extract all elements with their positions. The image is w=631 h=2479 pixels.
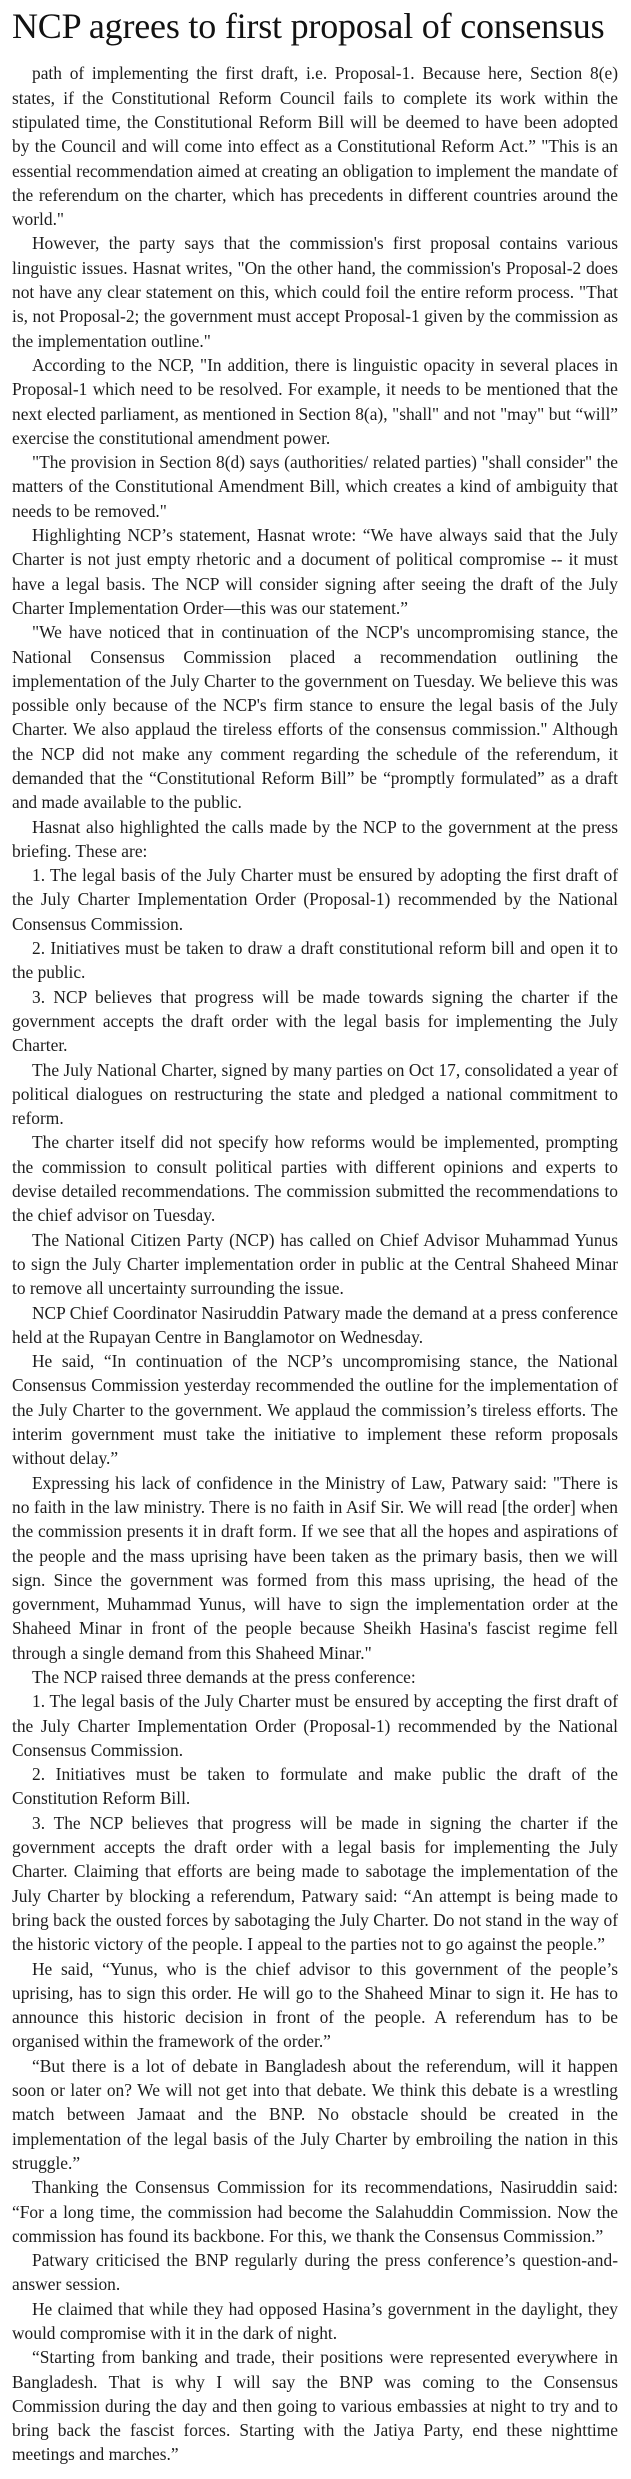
article-paragraph: He said, “In continuation of the NCP’s uncompromising stance, the National Consensus Commission yesterday recommended the outline for the implementation of the July Charter to the government. We applaud the commission’s tireless efforts. The interim government must take the initiative to implement these reform proposals without delay.” (12, 1351, 618, 1469)
article-paragraph: However, the party says that the commission's first proposal contains various linguistic issues. Hasnat writes, "On the other hand, the commission's Proposal-2 does not have any clear statement on this, which could foil the entire reform process. "That is, not Proposal-2; the government must accept Proposal-1 given by the commission as the implementation outline." (12, 233, 618, 351)
article-paragraph: The charter itself did not specify how reforms would be implemented, prompting the commission to consult political parties with different opinions and experts to devise detailed recommendations. The commission submitted the recommendations to the chief advisor on Tuesday. (12, 1132, 618, 1226)
article-paragraph: "The provision in Section 8(d) says (authorities/ related parties) "shall consider" the matters of the Constitutional Amendment Bill, which creates a kind of ambiguity that needs to be removed." (12, 452, 618, 521)
article-paragraph: “Starting from banking and trade, their positions were represented everywhere in Bangladesh. That is why I will say the BNP was coming to the Consensus Commission during the day and then going to various embassies at night to try and to bring back the fascist forces. Starting with the Jatiya Party, end these nighttime meetings and marches.” (12, 2347, 618, 2465)
article-paragraph: According to the NCP, "In addition, there is linguistic opacity in several places in Proposal-1 which need to be resolved. For example, it needs to be mentioned that the next elected parliament, as mentioned in Section 8(a), "shall" and not "may" but “will” exercise the constitutional amendment power. (12, 354, 618, 448)
article-body (12, 61, 618, 2466)
article-paragraph: The July National Charter, signed by many parties on Oct 17, consolidated a year of political dialogues on restructuring the state and pledged a national commitment to reform. (12, 1059, 618, 1129)
article-paragraph: path of implementing the first draft, i.e. Proposal-1. Because here, Section 8(e) states, if the Constitutional Reform Council fails to complete its work within the stipulated time, the Constitutional Reform Bill will be deemed to have been adopted by the Council and will come into effect as a Constitutional Reform Act.” "This is an essential recommendation aimed at creating an obligation to implement the mandate of the referendum on the charter, which has precedents in different countries around the world." (12, 63, 618, 230)
article-paragraph: Thanking the Consensus Commission for its recommendations, Nasiruddin said: “For a long time, the commission had become the Salahuddin Commission. Now the commission has found its backbone. For this, we thank the Consensus Commission.” (12, 2177, 618, 2246)
article-paragraph: Highlighting NCP’s statement, Hasnat wrote: “We have always said that the July Charter is not just empty rhetoric and a document of political compromise -- it must have a legal basis. The NCP will consider signing after seeing the draft of the July Charter Implementation Order—this was our statement.” (12, 525, 618, 618)
article-paragraph: He said, “Yunus, who is the chief advisor to this government of the people’s uprising, has to sign this order. He will go to the Shaheed Minar to sign it. He has to announce this historic decision in front of the people. A referendum has to be organised within the framework of the order.” (12, 1958, 618, 2052)
article-paragraph: 2. Initiatives must be taken to draw a draft constitutional reform bill and open it to the public. (12, 938, 618, 983)
article-paragraph: The National Citizen Party (NCP) has called on Chief Advisor Muhammad Yunus to sign the July Charter implementation order in public at the Central Shaheed Minar to remove all uncertainty surrounding the issue. (12, 1229, 618, 1299)
article-paragraph: 2. Initiatives must be taken to formulate and make public the draft of the Constitution Reform Bill. (12, 1764, 618, 1809)
article-paragraph: NCP Chief Coordinator Nasiruddin Patwary made the demand at a press conference held at the Rupayan Centre in Banglamotor on Wednesday. (12, 1302, 618, 1347)
article-paragraph: Expressing his lack of confidence in the Ministry of Law, Patwary said: "There is no faith in the law ministry. There is no faith in Asif Sir. We will read [the order] when the commission presents it in draft form. If we see that all the hopes and aspirations of the people and the mass uprising have been taken as the primary basis, then we will sign. Since the government was formed from this mass uprising, the head of the government, Muhammad Yunus, will have to sign the implementation order at the Shaheed Minar in front of the people because Sheikh Hasina's fascist regime fell through a single demand from this Shaheed Minar." (12, 1472, 618, 1663)
article-paragraph: 3. NCP believes that progress will be made towards signing the charter if the government accepts the draft order with the legal basis for implementing the July Charter. (12, 986, 618, 1056)
article-paragraph: 1. The legal basis of the July Charter must be ensured by accepting the first draft of the July Charter Implementation Order (Proposal-1) recommended by the National Consensus Commission. (12, 1691, 618, 1760)
article-paragraph: He claimed that while they had opposed Hasina’s government in the daylight, they would compromise with it in the dark of night. (12, 2298, 618, 2343)
article-paragraph: “But there is a lot of debate in Bangladesh about the referendum, will it happen soon or later on? We will not get into that debate. We think this debate is a wrestling match between Jamaat and the BNP. No obstacle should be created in the implementation of the legal basis of the July Charter by embroiling the nation in this struggle.” (12, 2055, 618, 2173)
article-title: NCP agrees to first proposal of consensus (12, 6, 605, 46)
article-paragraph: 1. The legal basis of the July Charter must be ensured by adopting the first draft of the July Charter Implementation Order (Proposal-1) recommended by the National Consensus Commission. (12, 865, 618, 934)
article-paragraph: "We have noticed that in continuation of the NCP's uncompromising stance, the National Consensus Commission placed a recommendation outlining the implementation of the July Charter to the government on Tuesday. We believe this was possible only because of the NCP's firm stance to ensure the legal basis of the July Charter. We also applaud the tireless efforts of the consensus commission." Although the NCP did not make any comment regarding the schedule of the referendum, it demanded that the “Constitutional Reform Bill” be “promptly formulated” as a draft and made available to the public. (12, 622, 618, 813)
article-paragraph: 3. The NCP believes that progress will be made in signing the charter if the government accepts the draft order with a legal basis for implementing the July Charter. Claiming that efforts are being made to sabotage the implementation of the July Charter by blocking a referendum, Patwary said: “An attempt is being made to bring back the ousted forces by sabotaging the July Charter. Do not stand in the way of the historic victory of the people. I appeal to the parties not to go against the people.” (12, 1812, 618, 1955)
article-paragraph: The NCP raised three demands at the press conference: (32, 1666, 416, 1687)
article-paragraph: Patwary criticised the BNP regularly during the press conference’s question-and-answer session. (12, 2250, 618, 2295)
article-paragraph: Hasnat also highlighted the calls made by the NCP to the government at the press briefing. These are: (12, 816, 618, 861)
